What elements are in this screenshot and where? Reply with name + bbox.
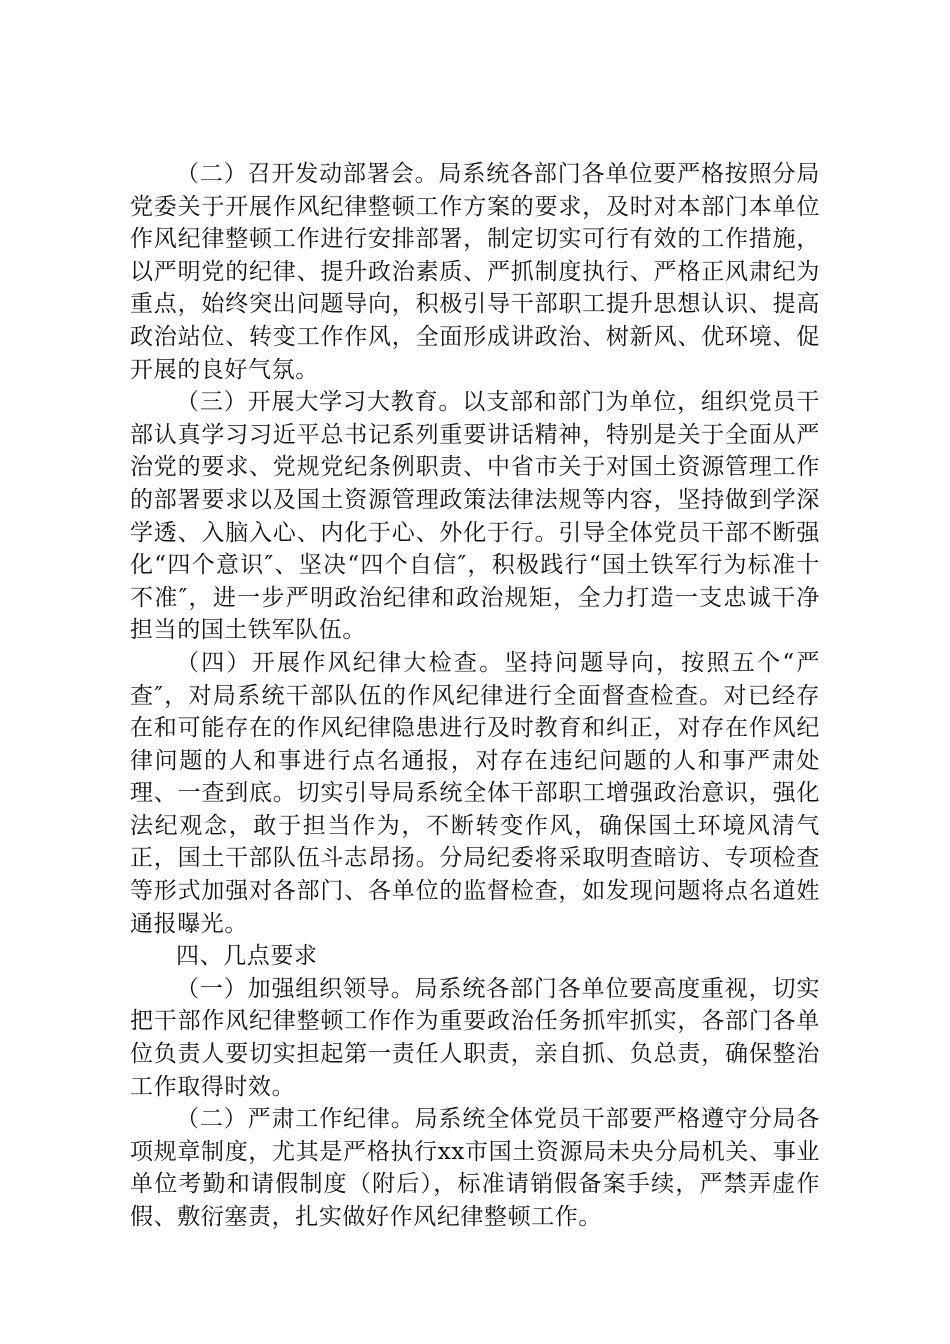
paragraph-study-education: （三）开展大学习大教育。以支部和部门为单位，组织党员干部认真学习习近平总书记系列重要讲话精神，特别是关于全面从严治党的要求、党规党纪条例职责、中省市关于对国土资源管理工作的部署要求以及国土资源管理政策法律法规等内容，坚持做到学深学透、入脑入心、内化于心、外化于行。引导全体党员干部不断强化“四个意识″、坚决“四个自信″，积极践行“国土铁军行为标准十不准″，进一步严明政治纪律和政治规矩，全力打造一支忠诚干净担当的国土铁军队伍。 (130, 389, 820, 644)
paragraph-convene-meeting: （二）召开发动部署会。局系统各部门各单位要严格按照分局党委关于开展作风纪律整顿工作方案的要求，及时对本部门本单位作风纪律整顿工作进行安排部署，制定切实可行有效的工作措施，以严明党的纪律、提升政治素质、严抓制度执行、严格正风肃纪为重点，始终突出问题导向，积极引导干部职工提升思想认识、提高政治站位、转变工作作风，全面形成讲政治、树新风、优环境、促开展的良好气氛。 (130, 161, 820, 383)
paragraph-organization-leadership: （一）加强组织领导。局系统各部门各单位要高度重视，切实把干部作风纪律整顿工作作为重要政治任务抓牢抓实，各部门各单位负责人要切实担起第一责任人职责，亲自抓、负总责，确保整治工作取得时效。 (130, 975, 820, 1100)
section-heading-requirements: 四、几点要求 (176, 943, 318, 970)
document-body (130, 158, 820, 1234)
paragraph-discipline-inspection: （四）开展作风纪律大检查。坚持问题导向，按照五个“严查″，对局系统干部队伍的作风纪律进行全面督查检查。对已经存在和可能存在的作风纪律隐患进行及时教育和纠正，对存在作风纪律问题的人和事进行点名通报，对存在违纪问题的人和事严肃处理、一查到底。切实引导局系统全体干部职工增强政治意识，强化法纪观念，敢于担当作为，不断转变作风，确保国土环境风清气正，国土干部队伍斗志昂扬。分局纪委将采取明查暗访、专项检查等形式加强对各部门、各单位的监督检查，如发现问题将点名道姓通报曝光。 (130, 649, 820, 937)
paragraph-work-discipline: （二）严肃工作纪律。局系统全体党员干部要严格遵守分局各项规章制度，尤其是严格执行xx市国土资源局未央分局机关、事业单位考勤和请假制度（附后），标准请销假备案手续，严禁弄虚作假、敷衍塞责，扎实做好作风纪律整顿工作。 (130, 1106, 820, 1230)
